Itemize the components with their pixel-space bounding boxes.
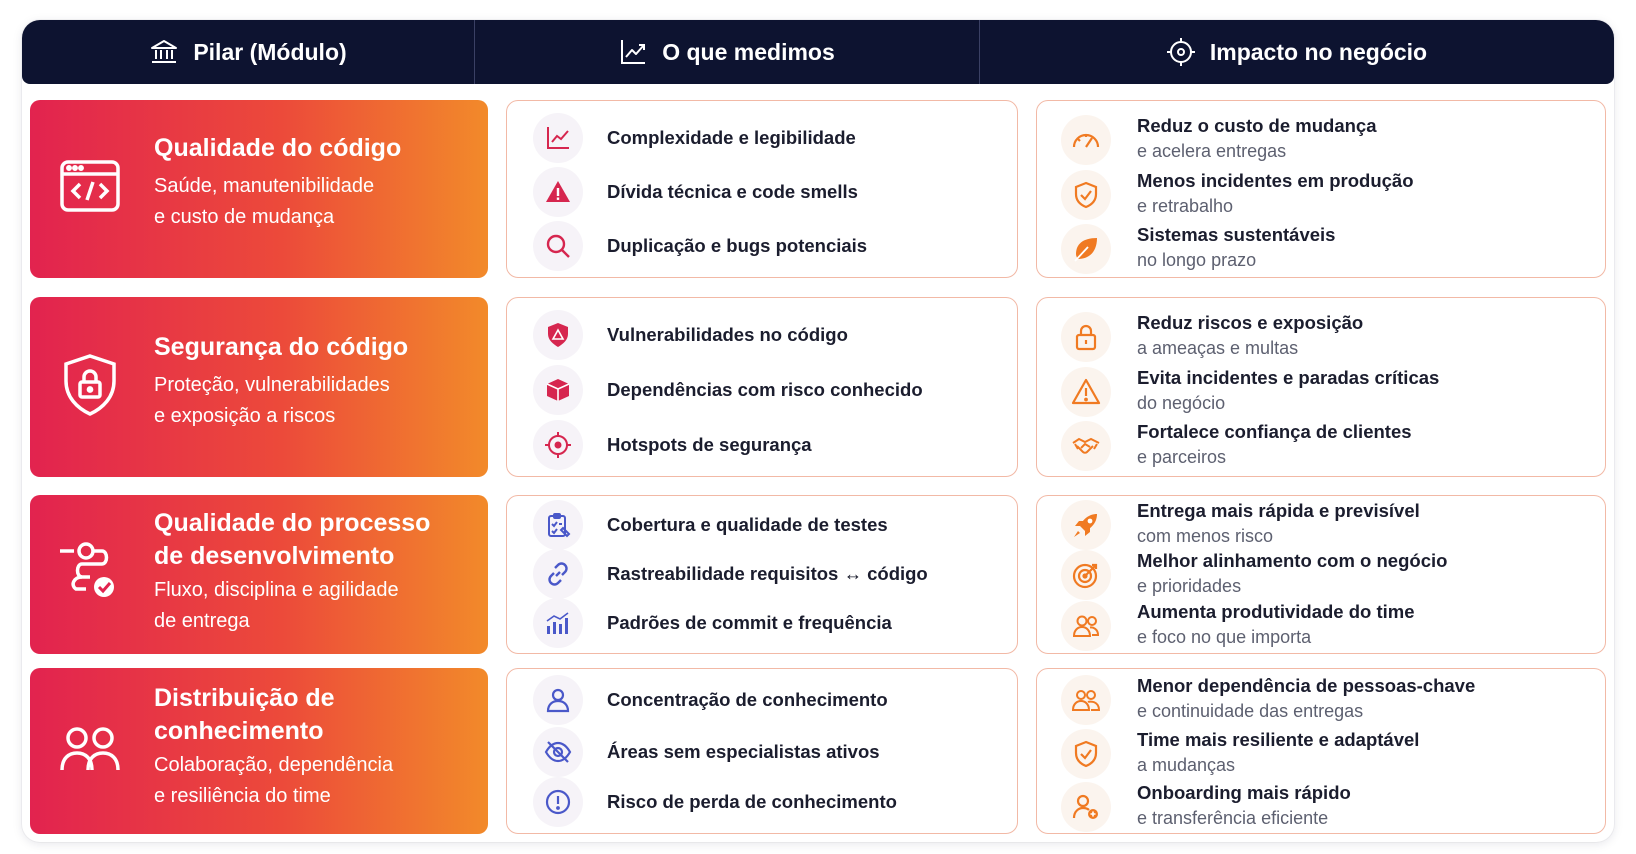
pillar-subtitle-line: e exposição a riscos bbox=[154, 405, 336, 427]
impact-title: Aumenta produtividade do time bbox=[1137, 601, 1415, 622]
pillar-card bbox=[30, 668, 488, 834]
metric-label: Hotspots de segurança bbox=[607, 434, 812, 455]
warning-triangle-icon bbox=[533, 167, 583, 217]
impact-title: Melhor alinhamento com o negócio bbox=[1137, 550, 1448, 571]
metric-label: Risco de perda de conhecimento bbox=[607, 791, 897, 812]
chart-line-icon bbox=[618, 37, 648, 67]
impact-item bbox=[1037, 729, 1605, 781]
impact-subtitle: no longo prazo bbox=[1137, 250, 1257, 270]
target-icon bbox=[1166, 37, 1196, 67]
impact-item bbox=[1037, 224, 1605, 276]
magnifier-icon bbox=[533, 221, 583, 271]
impact-item bbox=[1037, 367, 1605, 419]
pillar-subtitle-line: e custo de mudança bbox=[154, 206, 335, 228]
pillar-title: Qualidade do processo de desenvolvimento bbox=[154, 509, 431, 570]
pillar-title: Segurança do código bbox=[154, 333, 409, 361]
team-icon bbox=[1061, 601, 1111, 651]
impact-subtitle: e foco no que importa bbox=[1137, 627, 1312, 647]
metric-label: Concentração de conhecimento bbox=[607, 689, 888, 710]
metrics-panel bbox=[506, 668, 1018, 834]
impacts-panel bbox=[1036, 100, 1606, 278]
pillar-card bbox=[30, 100, 488, 278]
impacts-panel bbox=[1036, 668, 1606, 834]
impact-title: Reduz riscos e exposição bbox=[1137, 312, 1364, 333]
pillar-subtitle-line: Fluxo, disciplina e agilidade bbox=[154, 579, 399, 601]
alert-triangle-icon bbox=[1061, 367, 1111, 417]
impacts-panel bbox=[1036, 297, 1606, 477]
pillar-text bbox=[154, 682, 468, 812]
leaf-icon bbox=[1061, 224, 1111, 274]
metric-label: Cobertura e qualidade de testes bbox=[607, 514, 888, 535]
padlock-icon bbox=[1061, 312, 1111, 362]
metric-item bbox=[507, 777, 1017, 827]
pillar-subtitle bbox=[154, 370, 468, 432]
bullseye-icon bbox=[1061, 550, 1111, 600]
pillar-title: Qualidade do código bbox=[154, 134, 402, 162]
metric-label: Vulnerabilidades no código bbox=[607, 324, 848, 345]
pillar-card bbox=[30, 495, 488, 654]
impact-subtitle: e transferência eficiente bbox=[1137, 808, 1329, 828]
link-icon bbox=[533, 549, 583, 599]
exclamation-circle-icon bbox=[533, 777, 583, 827]
impact-subtitle: e retrabalho bbox=[1137, 196, 1234, 216]
pillar-subtitle-line: Proteção, vulnerabilidades bbox=[154, 374, 390, 396]
pillar-subtitle-line: Colaboração, dependência bbox=[154, 754, 394, 776]
header-metrics bbox=[474, 20, 979, 84]
impact-subtitle: com menos risco bbox=[1137, 526, 1274, 546]
metric-label: Dependências com risco conhecido bbox=[607, 379, 923, 400]
package-icon bbox=[533, 365, 583, 415]
header-impact bbox=[979, 20, 1614, 84]
pillar-subtitle bbox=[154, 575, 468, 637]
header-impact-label: Impacto no negócio bbox=[1209, 38, 1428, 65]
crosshair-icon bbox=[533, 420, 583, 470]
impact-title: Sistemas sustentáveis bbox=[1137, 224, 1336, 245]
impact-item bbox=[1037, 782, 1605, 834]
user-icon bbox=[533, 675, 583, 725]
people-icon bbox=[56, 716, 124, 784]
pillar-subtitle-line: de entrega bbox=[154, 610, 250, 632]
pillar-subtitle bbox=[154, 750, 468, 812]
speedometer-icon bbox=[1061, 115, 1111, 165]
checklist-icon bbox=[533, 500, 583, 550]
bank-icon bbox=[149, 37, 179, 67]
rocket-icon bbox=[1061, 500, 1111, 550]
impacts-panel bbox=[1036, 495, 1606, 654]
impact-title: Entrega mais rápida e previsível bbox=[1137, 500, 1420, 521]
eye-off-icon bbox=[533, 727, 583, 777]
impact-title: Menos incidentes em produção bbox=[1137, 170, 1414, 191]
impact-title: Onboarding mais rápido bbox=[1137, 782, 1351, 803]
metric-label: Rastreabilidade requisitos ↔ código bbox=[607, 563, 928, 584]
impact-item bbox=[1037, 601, 1605, 653]
trend-chart-icon bbox=[533, 113, 583, 163]
impact-item bbox=[1037, 170, 1605, 222]
metrics-panel bbox=[506, 297, 1018, 477]
pillar-subtitle bbox=[154, 171, 468, 233]
metrics-panel bbox=[506, 100, 1018, 278]
metric-item bbox=[507, 221, 1017, 271]
metric-item bbox=[507, 113, 1017, 163]
impact-title: Menor dependência de pessoas-chave bbox=[1137, 675, 1476, 696]
impact-title: Evita incidentes e paradas críticas bbox=[1137, 367, 1440, 388]
impact-subtitle: e continuidade das entregas bbox=[1137, 701, 1364, 721]
pillar-text bbox=[154, 507, 468, 637]
pillar-subtitle-line: Saúde, manutenibilidade bbox=[154, 175, 375, 197]
shield-lock-icon bbox=[56, 351, 124, 419]
metric-item bbox=[507, 365, 1017, 415]
pillar-text bbox=[154, 331, 468, 432]
metric-item bbox=[507, 420, 1017, 470]
metric-item bbox=[507, 310, 1017, 360]
shield-alert-icon bbox=[533, 310, 583, 360]
pillar-subtitle-line: e resiliência do time bbox=[154, 785, 331, 807]
header-metrics-label: O que medimos bbox=[662, 38, 835, 65]
impact-subtitle: do negócio bbox=[1137, 393, 1226, 413]
metric-label: Duplicação e bugs potenciais bbox=[607, 235, 868, 256]
metric-item bbox=[507, 549, 1017, 599]
shield-check-icon bbox=[1061, 729, 1111, 779]
header-pillar-label: Pilar (Módulo) bbox=[193, 38, 347, 65]
impact-subtitle: e parceiros bbox=[1137, 447, 1227, 467]
pillar-title: Distribuição de conhecimento bbox=[154, 684, 335, 745]
table-header bbox=[22, 20, 1614, 84]
impact-title: Fortalece confiança de clientes bbox=[1137, 421, 1412, 442]
pillar-text bbox=[154, 132, 468, 233]
handshake-icon bbox=[1061, 421, 1111, 471]
impact-subtitle: a mudanças bbox=[1137, 755, 1236, 775]
metric-label: Áreas sem especialistas ativos bbox=[607, 741, 880, 762]
metric-item bbox=[507, 500, 1017, 550]
metric-label: Dívida técnica e code smells bbox=[607, 181, 858, 202]
metric-item bbox=[507, 727, 1017, 777]
metric-label: Complexidade e legibilidade bbox=[607, 127, 856, 148]
impact-title: Reduz o custo de mudança bbox=[1137, 115, 1377, 136]
impact-item bbox=[1037, 312, 1605, 364]
impact-subtitle: e acelera entregas bbox=[1137, 141, 1287, 161]
impact-item bbox=[1037, 675, 1605, 727]
impact-item bbox=[1037, 500, 1605, 552]
pillar-card bbox=[30, 297, 488, 477]
group-icon bbox=[1061, 675, 1111, 725]
metric-item bbox=[507, 167, 1017, 217]
impact-item bbox=[1037, 550, 1605, 602]
header-pillar bbox=[22, 20, 474, 84]
impact-subtitle: a ameaças e multas bbox=[1137, 338, 1299, 358]
shield-check-icon bbox=[1061, 170, 1111, 220]
workflow-check-icon bbox=[56, 537, 124, 605]
bar-chart-icon bbox=[533, 598, 583, 648]
code-window-icon bbox=[56, 152, 124, 220]
impact-item bbox=[1037, 115, 1605, 167]
metrics-panel bbox=[506, 495, 1018, 654]
metric-item bbox=[507, 675, 1017, 725]
metric-label: Padrões de commit e frequência bbox=[607, 612, 892, 633]
user-plus-icon bbox=[1061, 782, 1111, 832]
metric-item bbox=[507, 598, 1017, 648]
impact-subtitle: e prioridades bbox=[1137, 576, 1242, 596]
impact-item bbox=[1037, 421, 1605, 473]
impact-title: Time mais resiliente e adaptável bbox=[1137, 729, 1420, 750]
